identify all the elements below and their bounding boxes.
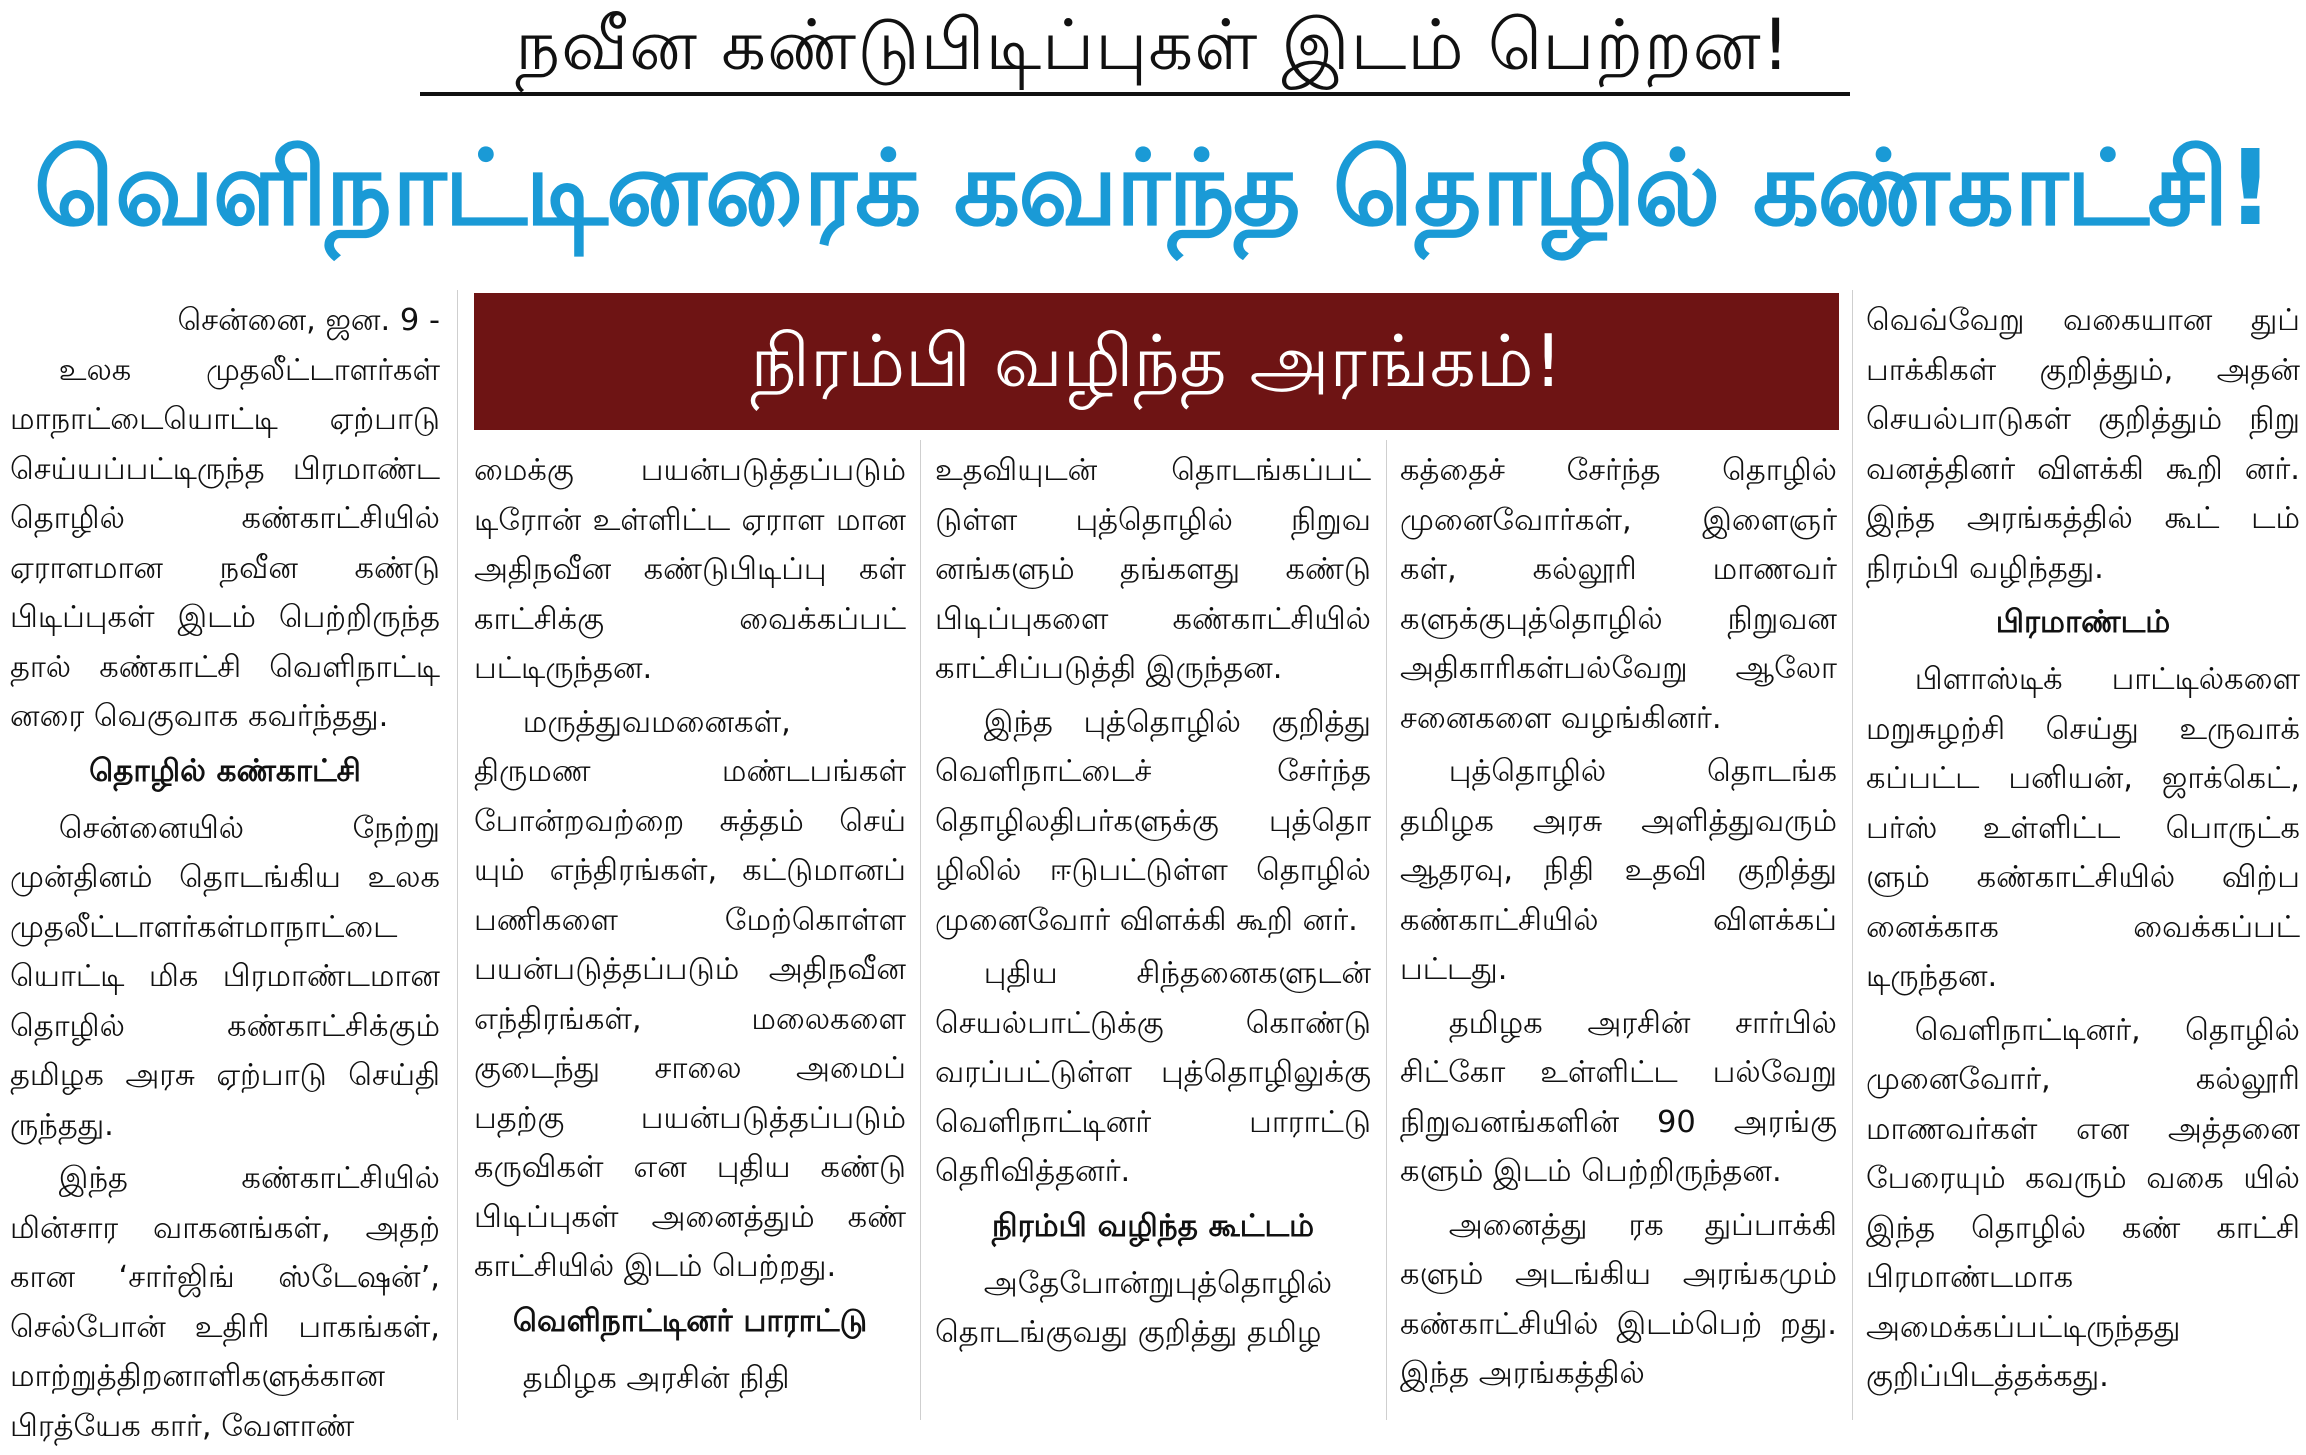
paragraph: அதேபோன்றுபுத்தொழில் தொடங்குவது குறித்து தமிழ [935,1265,1333,1350]
article-column-2 [474,446,906,1407]
paragraph: புதிய சிந்தனைகளுடன் செயல்பாட்டுக்கு கொண்டு வரப்பட்டுள்ள புத்தொழிலுக்கு வெளிநாட்டினர் பாராட்டு தெரிவித்தனர். [935,956,1371,1189]
paragraph: வெளிநாட்டினர், தொழில் முனைவோர், கல்லூரி மாணவர்கள் என அத்தனை பேரையும் கவரும் வகை யில் இந்த தொழில் கண் காட்சி பிரமாண்டமாக அமைக்கப்பட்டிருந்தது குறிப்பிடத்தக்கது. [1866,1012,2300,1394]
article-column-3 [935,446,1371,1362]
article-column-4 [1400,446,1837,1403]
paragraph: பிளாஸ்டிக் பாட்டில்களை மறுசுழற்சி செய்து உருவாக் கப்பட்ட பனியன், ஜாக்கெட், பர்ஸ் உள்ளிட்ட பொருட்க ளும் கண்காட்சியில் விற்ப னைக்காக வைக்கப்பட் டிருந்தன. [1866,662,2300,994]
main-headline: வெளிநாட்டினரைக் கவர்ந்த தொழில் கண்காட்சி! [33,127,2273,249]
paragraph: உலக முதலீட்டாளர்கள் மாநாட்டையொட்டி ஏற்பாடு செய்யப்பட்டிருந்த பிரமாண்ட தொழில் கண்காட்சியில் ஏராளமான நவீன கண்டு பிடிப்புகள் இடம் பெற்றிருந்த தால் கண்காட்சி வெளிநாட்டி னரை வெகுவாக கவர்ந்தது. [10,352,440,734]
paragraph: புத்தொழில் தொடங்க தமிழக அரசு அளித்துவரும் ஆதரவு, நிதி உதவி குறித்து கண்காட்சியில் விளக்கப் பட்டது. [1400,754,1837,987]
article-column-5 [1866,296,2300,1406]
kicker-underline [420,92,1850,96]
paragraph: தமிழக அரசின் சார்பில் சிட்கோ உள்ளிட்ட பல்வேறு நிறுவனங்களின் 90 அரங்கு களும் இடம் பெற்றிருந்தன. [1400,1005,1837,1189]
paragraph: இந்த புத்தொழில் குறித்து வெளிநாட்டைச் சேர்ந்த தொழிலதிபர்களுக்கு புத்தொ ழிலில் ஈடுபட்டுள்ள தொழில் முனைவோர் விளக்கி கூறி னர். [935,704,1371,938]
paragraph: உதவியுடன் தொடங்கப்பட் டுள்ள புத்தொழில் நிறுவ னங்களும் தங்களது கண்டு பிடிப்புகளை கண்காட்சியில் காட்சிப்படுத்தி இருந்தன. [935,453,1371,686]
column-divider [1386,440,1387,1420]
paragraph: வெவ்வேறு வகையான துப் பாக்கிகள் குறித்தும், அதன் செயல்பாடுகள் குறித்தும் நிறு வனத்தினர் விளக்கி கூறி னர். இந்த அரங்கத்தில் கூட் டம் நிரம்பி வழிந்தது. [1866,303,2300,586]
paragraph: தமிழக அரசின் நிதி [522,1360,790,1396]
paragraph: மருத்துவமனைகள், திருமண மண்டபங்கள் போன்றவற்றை சுத்தம் செய் யும் எந்திரங்கள், கட்டுமானப் பணிகளை மேற்கொள்ள பயன்படுத்தப்படும் அதிநவீன எந்திரங்கள், மலைகளை குடைந்து சாலை அமைப் பதற்கு பயன்படுத்தப்படும் கருவிகள் என புதிய கண்டு பிடிப்புகள் அனைத்தும் கண் காட்சியில் இடம் பெற்றது. [474,704,906,1284]
section-heading: நிரம்பி வழிந்த கூட்டம் [991,1207,1315,1244]
kicker-headline: நவீன கண்டுபிடிப்புகள் இடம் பெற்றன! [515,4,1791,86]
section-heading: தொழில் கண்காட்சி [89,752,361,789]
column-divider [920,440,921,1420]
dateline: சென்னை, ஜன. 9 - [177,303,440,338]
paragraph: சென்னையில் நேற்று முன்தினம் தொடங்கிய உலக முதலீட்டாளர்கள்மாநாட்டை யொட்டி மிக பிரமாண்டமான தொழில் கண்காட்சிக்கும் தமிழக அரசு ஏற்பாடு செய்தி ருந்தது. [10,810,440,1143]
section-heading: வெளிநாட்டினர் பாராட்டு [512,1302,868,1339]
article-column-1 [10,296,440,1455]
paragraph: இந்த கண்காட்சியில் மின்சார வாகனங்கள், அதற் கான ‘சார்ஜிங் ஸ்டேஷன்’, செல்போன் உதிரி பாகங்கள், மாற்றுத்திறனாளிகளுக்கான பிரத்யேக கார், வேளாண் [10,1161,440,1444]
column-divider [1852,290,1853,1420]
paragraph: அனைத்து ரக துப்பாக்கி களும் அடங்கிய அரங்கமும் கண்காட்சியில் இடம்பெற் றது. இந்த அரங்கத்தில் [1400,1207,1837,1391]
paragraph: கத்தைச் சேர்ந்த தொழில் முனைவோர்கள், இளைஞர் கள், கல்லூரி மாணவர் களுக்குபுத்தொழில் நிறுவன அதிகாரிகள்பல்வேறு ஆலோ சனைகளை வழங்கினர். [1400,453,1837,736]
column-divider [457,290,458,1420]
paragraph: மைக்கு பயன்படுத்தப்படும் டிரோன் உள்ளிட்ட ஏராள மான அதிநவீன கண்டுபிடிப்பு கள் காட்சிக்கு வைக்கப்பட் பட்டிருந்தன. [474,453,906,686]
sub-headline-banner: நிரம்பி வழிந்த அரங்கம்! [474,293,1839,430]
section-heading: பிரமாண்டம் [1995,604,2171,640]
